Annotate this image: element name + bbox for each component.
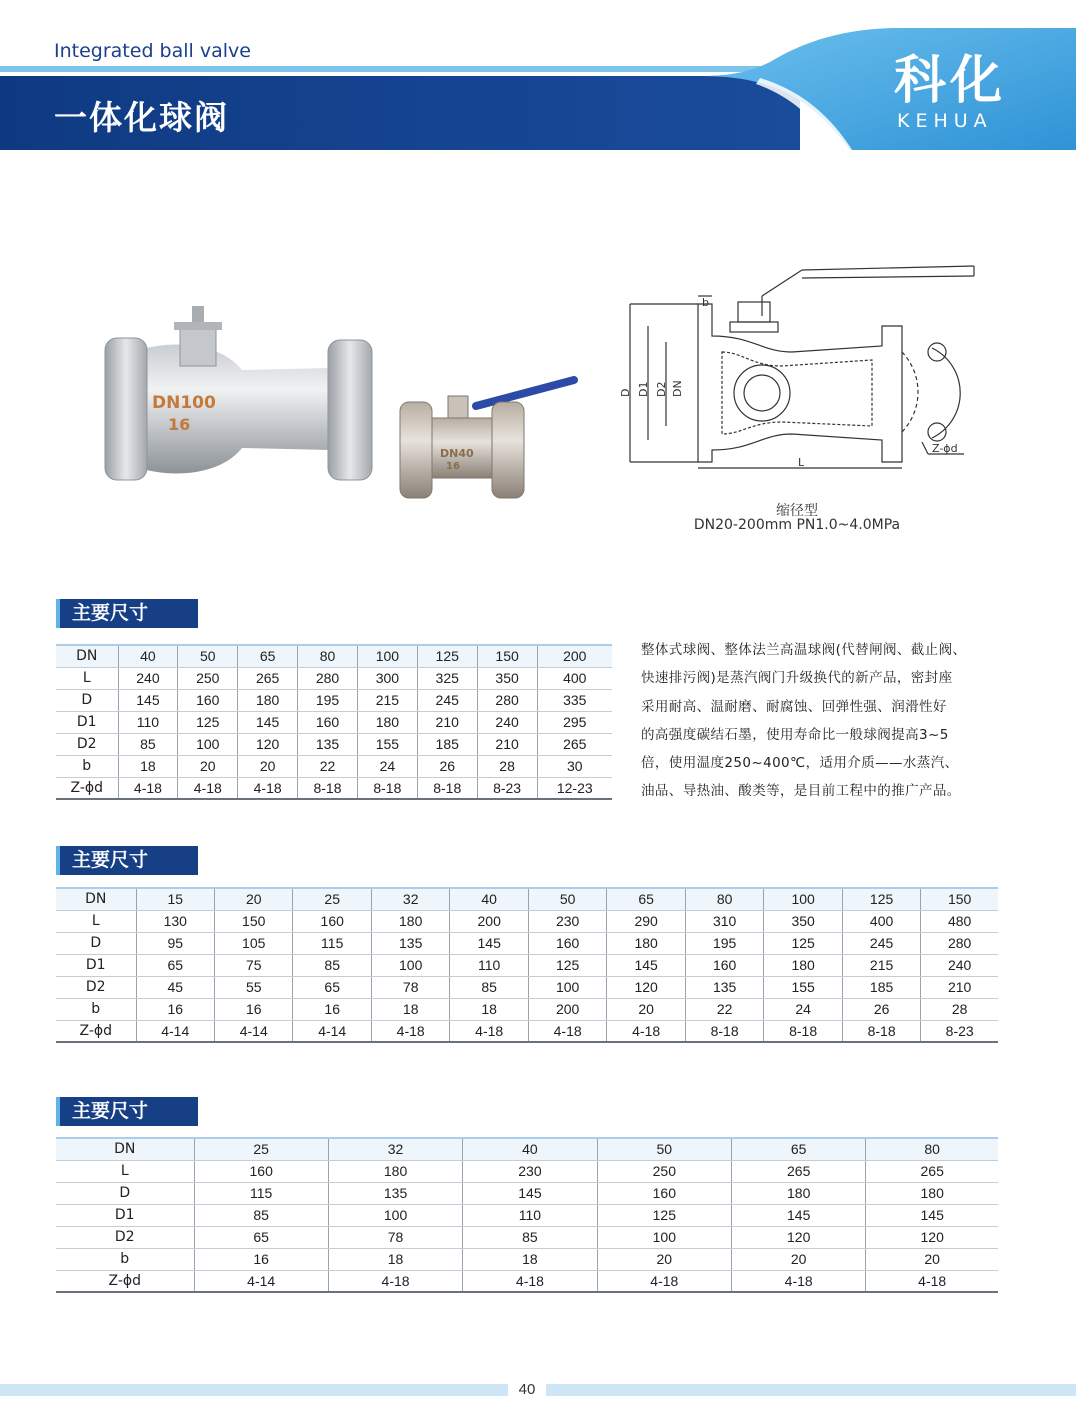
table-cell: 65	[293, 976, 371, 998]
table-cell: 150	[477, 645, 537, 667]
table-cell: 115	[194, 1182, 328, 1204]
table-cell: 295	[537, 711, 612, 733]
table-cell: 22	[298, 755, 358, 777]
table-cell: 145	[118, 689, 178, 711]
description-line: 采用耐高、温耐磨、耐腐蚀、回弹性强、润滑性好	[641, 698, 947, 715]
table-cell: 8-23	[477, 777, 537, 799]
row-label-cell: D	[56, 932, 136, 954]
table-cell: 18	[328, 1248, 462, 1270]
row-label-cell: L	[56, 667, 118, 689]
row-label-cell: D2	[56, 733, 118, 755]
table-cell: 180	[607, 932, 685, 954]
table-cell: 210	[477, 733, 537, 755]
table-cell: 325	[417, 667, 477, 689]
table-cell: 350	[764, 910, 842, 932]
table-cell: 85	[450, 976, 528, 998]
drawing-caption-spec: DN20-200mm PN1.0~4.0MPa	[693, 517, 901, 533]
big-valve-photo	[100, 300, 380, 485]
table-cell: 8-18	[298, 777, 358, 799]
table-cell: 12-23	[537, 777, 612, 799]
table-cell: 125	[417, 645, 477, 667]
chinese-title: 一体化球阀	[54, 98, 229, 137]
table-cell: 4-14	[194, 1270, 328, 1292]
table-cell: 145	[607, 954, 685, 976]
row-label-cell: b	[56, 755, 118, 777]
table-cell: 45	[136, 976, 214, 998]
table-cell: 50	[597, 1138, 731, 1160]
table-cell: 210	[921, 976, 998, 998]
table-cell: 8-18	[685, 1020, 763, 1042]
table-header-row	[56, 888, 998, 910]
table-cell: 100	[328, 1204, 462, 1226]
table-cell: 155	[764, 976, 842, 998]
table-cell: 4-18	[450, 1020, 528, 1042]
table-cell: 16	[136, 998, 214, 1020]
table-cell: 110	[463, 1204, 597, 1226]
table-cell: 265	[238, 667, 298, 689]
dim-label-d2: D2	[655, 381, 668, 397]
section-3-heading: 主要尺寸	[56, 1097, 198, 1126]
table-cell: 195	[685, 932, 763, 954]
table-cell: 250	[178, 667, 238, 689]
table-cell: 145	[866, 1204, 998, 1226]
row-label-cell: D1	[56, 1204, 194, 1226]
table-cell: 26	[417, 755, 477, 777]
row-label-cell: DN	[56, 645, 118, 667]
table-cell: 105	[214, 932, 292, 954]
footer-bar-left	[0, 1384, 508, 1396]
table-row	[56, 976, 998, 998]
table-cell: 4-18	[328, 1270, 462, 1292]
table-cell: 290	[607, 910, 685, 932]
table-cell: 32	[328, 1138, 462, 1160]
table-cell: 125	[764, 932, 842, 954]
table-cell: 160	[194, 1160, 328, 1182]
table-row	[56, 910, 998, 932]
row-label-cell: D1	[56, 711, 118, 733]
table-cell: 20	[238, 755, 298, 777]
table-cell: 4-18	[371, 1020, 449, 1042]
table-cell: 135	[685, 976, 763, 998]
table-cell: 120	[607, 976, 685, 998]
dim-label-l: L	[798, 456, 805, 469]
table-cell: 55	[214, 976, 292, 998]
table-cell: 16	[293, 998, 371, 1020]
table-cell: 200	[537, 645, 612, 667]
table-cell: 120	[238, 733, 298, 755]
table-cell: 160	[298, 711, 358, 733]
table-cell: 180	[328, 1160, 462, 1182]
table-cell: 8-18	[842, 1020, 920, 1042]
table-cell: 100	[597, 1226, 731, 1248]
table-cell: 78	[371, 976, 449, 998]
dim-label-dn: DN	[671, 380, 684, 397]
table-cell: 125	[842, 888, 920, 910]
table-cell: 8-18	[764, 1020, 842, 1042]
brand-logo-english: KEHUA	[897, 110, 993, 132]
table-cell: 4-18	[118, 777, 178, 799]
table-cell: 180	[732, 1182, 866, 1204]
small-valve-marking-dn: DN40	[440, 447, 474, 460]
brand-logo-chinese: 科化	[894, 50, 1007, 111]
table-cell: 265	[866, 1160, 998, 1182]
description-line: 快速排污阀)是蒸汽阀门升级换代的新产品，密封座	[641, 670, 953, 687]
table-cell: 110	[118, 711, 178, 733]
table-row	[56, 1248, 998, 1270]
dim-label-b: b	[702, 296, 709, 309]
table-row	[56, 932, 998, 954]
table-row	[56, 1160, 998, 1182]
table-cell: 400	[842, 910, 920, 932]
table-cell: 8-23	[921, 1020, 998, 1042]
table-cell: 65	[136, 954, 214, 976]
table-cell: 185	[417, 733, 477, 755]
table-cell: 180	[357, 711, 417, 733]
table-cell: 135	[328, 1182, 462, 1204]
table-row	[56, 1226, 998, 1248]
table-cell: 400	[537, 667, 612, 689]
table-cell: 4-18	[732, 1270, 866, 1292]
table-cell: 145	[732, 1204, 866, 1226]
table-cell: 20	[607, 998, 685, 1020]
table-cell: 100	[764, 888, 842, 910]
table-row	[56, 1270, 998, 1292]
big-valve-marking-dn: DN100	[152, 393, 216, 413]
table-cell: 125	[178, 711, 238, 733]
row-label-cell: b	[56, 998, 136, 1020]
table-cell: 145	[463, 1182, 597, 1204]
description-line: 整体式球阀、整体法兰高温球阀(代替闸阀、截止阀、	[641, 642, 967, 658]
table-row	[56, 954, 998, 976]
valve-handle	[476, 380, 574, 406]
table-cell: 8-18	[417, 777, 477, 799]
table-cell: 180	[764, 954, 842, 976]
table-cell: 4-14	[293, 1020, 371, 1042]
table-cell: 180	[238, 689, 298, 711]
table-cell: 200	[450, 910, 528, 932]
table-cell: 20	[597, 1248, 731, 1270]
table-cell: 200	[528, 998, 606, 1020]
row-label-cell: L	[56, 1160, 194, 1182]
row-label-cell: Z-ϕd	[56, 777, 118, 799]
table-cell: 135	[371, 932, 449, 954]
product-description	[641, 636, 1011, 806]
table-cell: 310	[685, 910, 763, 932]
table-cell: 50	[178, 645, 238, 667]
table-cell: 245	[842, 932, 920, 954]
table-cell: 180	[866, 1182, 998, 1204]
table-row	[56, 1204, 998, 1226]
table-row	[56, 689, 612, 711]
table-cell: 120	[866, 1226, 998, 1248]
table-cell: 18	[463, 1248, 597, 1270]
row-label-cell: Z-ϕd	[56, 1270, 194, 1292]
table-cell: 18	[450, 998, 528, 1020]
table-row	[56, 998, 998, 1020]
table-cell: 24	[357, 755, 417, 777]
table-cell: 215	[842, 954, 920, 976]
dim-label-zphid: Z-ϕd	[932, 442, 958, 455]
dimension-table-2	[56, 887, 998, 1043]
big-valve-marking-pn: 16	[168, 415, 191, 434]
table-row	[56, 755, 612, 777]
table-cell: 20	[214, 888, 292, 910]
table-cell: 4-18	[238, 777, 298, 799]
table-cell: 32	[371, 888, 449, 910]
dim-label-d: D	[619, 388, 632, 397]
table-cell: 4-14	[214, 1020, 292, 1042]
table-cell: 210	[417, 711, 477, 733]
table-row	[56, 711, 612, 733]
table-cell: 16	[214, 998, 292, 1020]
table-cell: 4-18	[463, 1270, 597, 1292]
dimension-table-3	[56, 1137, 998, 1293]
table-cell: 4-14	[136, 1020, 214, 1042]
dim-label-d1: D1	[637, 381, 650, 397]
table-cell: 160	[685, 954, 763, 976]
table-cell: 20	[866, 1248, 998, 1270]
table-cell: 115	[293, 932, 371, 954]
table-cell: 160	[293, 910, 371, 932]
page-number: 40	[518, 1381, 536, 1398]
small-valve-photo	[396, 372, 582, 502]
table-cell: 18	[371, 998, 449, 1020]
table-cell: 335	[537, 689, 612, 711]
table-cell: 110	[450, 954, 528, 976]
table-cell: 30	[537, 755, 612, 777]
table-cell: 280	[477, 689, 537, 711]
table-cell: 95	[136, 932, 214, 954]
table-cell: 40	[450, 888, 528, 910]
table-cell: 4-18	[528, 1020, 606, 1042]
table-cell: 160	[528, 932, 606, 954]
row-label-cell: D2	[56, 1226, 194, 1248]
row-label-cell: D	[56, 1182, 194, 1204]
table-cell: 80	[866, 1138, 998, 1160]
table-cell: 18	[118, 755, 178, 777]
table-cell: 4-18	[866, 1270, 998, 1292]
table-cell: 265	[537, 733, 612, 755]
table-cell: 230	[528, 910, 606, 932]
row-label-cell: DN	[56, 1138, 194, 1160]
table-cell: 135	[298, 733, 358, 755]
table-row	[56, 733, 612, 755]
table-cell: 100	[178, 733, 238, 755]
table-cell: 28	[477, 755, 537, 777]
table-row	[56, 667, 612, 689]
table-cell: 85	[194, 1204, 328, 1226]
table-cell: 150	[921, 888, 998, 910]
table-cell: 120	[732, 1226, 866, 1248]
table-cell: 250	[597, 1160, 731, 1182]
table-cell: 215	[357, 689, 417, 711]
table-cell: 4-18	[597, 1270, 731, 1292]
table-cell: 100	[371, 954, 449, 976]
table-cell: 240	[118, 667, 178, 689]
table-cell: 125	[597, 1204, 731, 1226]
description-line: 的高强度碳结石墨，使用寿命比一般球阀提高3~5	[641, 726, 949, 743]
table-row	[56, 777, 612, 799]
table-cell: 80	[685, 888, 763, 910]
dimension-table-1	[56, 644, 612, 800]
row-label-cell: D1	[56, 954, 136, 976]
drawing-caption-type: 缩径型	[776, 503, 818, 519]
table-cell: 22	[685, 998, 763, 1020]
table-cell: 195	[298, 689, 358, 711]
table-cell: 25	[194, 1138, 328, 1160]
table-cell: 160	[178, 689, 238, 711]
table-cell: 50	[528, 888, 606, 910]
table-header-row	[56, 1138, 998, 1160]
table-cell: 80	[298, 645, 358, 667]
table-cell: 15	[136, 888, 214, 910]
table-cell: 180	[371, 910, 449, 932]
small-valve-marking-pn: 16	[446, 461, 460, 472]
table-cell: 28	[921, 998, 998, 1020]
english-title: Integrated ball valve	[54, 40, 251, 62]
table-cell: 40	[118, 645, 178, 667]
table-cell: 65	[732, 1138, 866, 1160]
table-cell: 65	[607, 888, 685, 910]
table-cell: 145	[238, 711, 298, 733]
table-cell: 100	[528, 976, 606, 998]
table-cell: 65	[194, 1226, 328, 1248]
table-cell: 85	[463, 1226, 597, 1248]
table-cell: 85	[293, 954, 371, 976]
table-cell: 265	[732, 1160, 866, 1182]
table-cell: 26	[842, 998, 920, 1020]
table-cell: 4-18	[607, 1020, 685, 1042]
table-cell: 160	[597, 1182, 731, 1204]
table-cell: 85	[118, 733, 178, 755]
table-cell: 20	[178, 755, 238, 777]
table-cell: 16	[194, 1248, 328, 1270]
table-cell: 300	[357, 667, 417, 689]
row-label-cell: D	[56, 689, 118, 711]
description-line: 油品、导热油、酸类等，是目前工程中的推广产品。	[641, 783, 961, 800]
table-cell: 40	[463, 1138, 597, 1160]
table-cell: 280	[298, 667, 358, 689]
table-cell: 24	[764, 998, 842, 1020]
table-cell: 240	[921, 954, 998, 976]
table-cell: 350	[477, 667, 537, 689]
table-cell: 78	[328, 1226, 462, 1248]
footer-bar-right	[546, 1384, 1076, 1396]
row-label-cell: b	[56, 1248, 194, 1270]
section-2-heading: 主要尺寸	[56, 846, 198, 875]
table-header-row	[56, 645, 612, 667]
row-label-cell: Z-ϕd	[56, 1020, 136, 1042]
section-1-heading: 主要尺寸	[56, 599, 198, 628]
table-cell: 145	[450, 932, 528, 954]
row-label-cell: L	[56, 910, 136, 932]
description-line: 倍，使用温度250~400℃，适用介质——水蒸汽、	[641, 755, 959, 772]
valve-section-drawing	[612, 256, 992, 476]
table-cell: 130	[136, 910, 214, 932]
page-header	[0, 0, 1076, 150]
table-cell: 280	[921, 932, 998, 954]
table-cell: 8-18	[357, 777, 417, 799]
table-cell: 240	[477, 711, 537, 733]
table-cell: 75	[214, 954, 292, 976]
table-cell: 20	[732, 1248, 866, 1270]
table-cell: 25	[293, 888, 371, 910]
table-cell: 125	[528, 954, 606, 976]
table-cell: 4-18	[178, 777, 238, 799]
table-cell: 480	[921, 910, 998, 932]
table-cell: 155	[357, 733, 417, 755]
table-cell: 230	[463, 1160, 597, 1182]
row-label-cell: DN	[56, 888, 136, 910]
table-cell: 65	[238, 645, 298, 667]
table-row	[56, 1020, 998, 1042]
table-row	[56, 1182, 998, 1204]
table-cell: 150	[214, 910, 292, 932]
table-cell: 100	[357, 645, 417, 667]
row-label-cell: D2	[56, 976, 136, 998]
table-cell: 245	[417, 689, 477, 711]
table-cell: 185	[842, 976, 920, 998]
